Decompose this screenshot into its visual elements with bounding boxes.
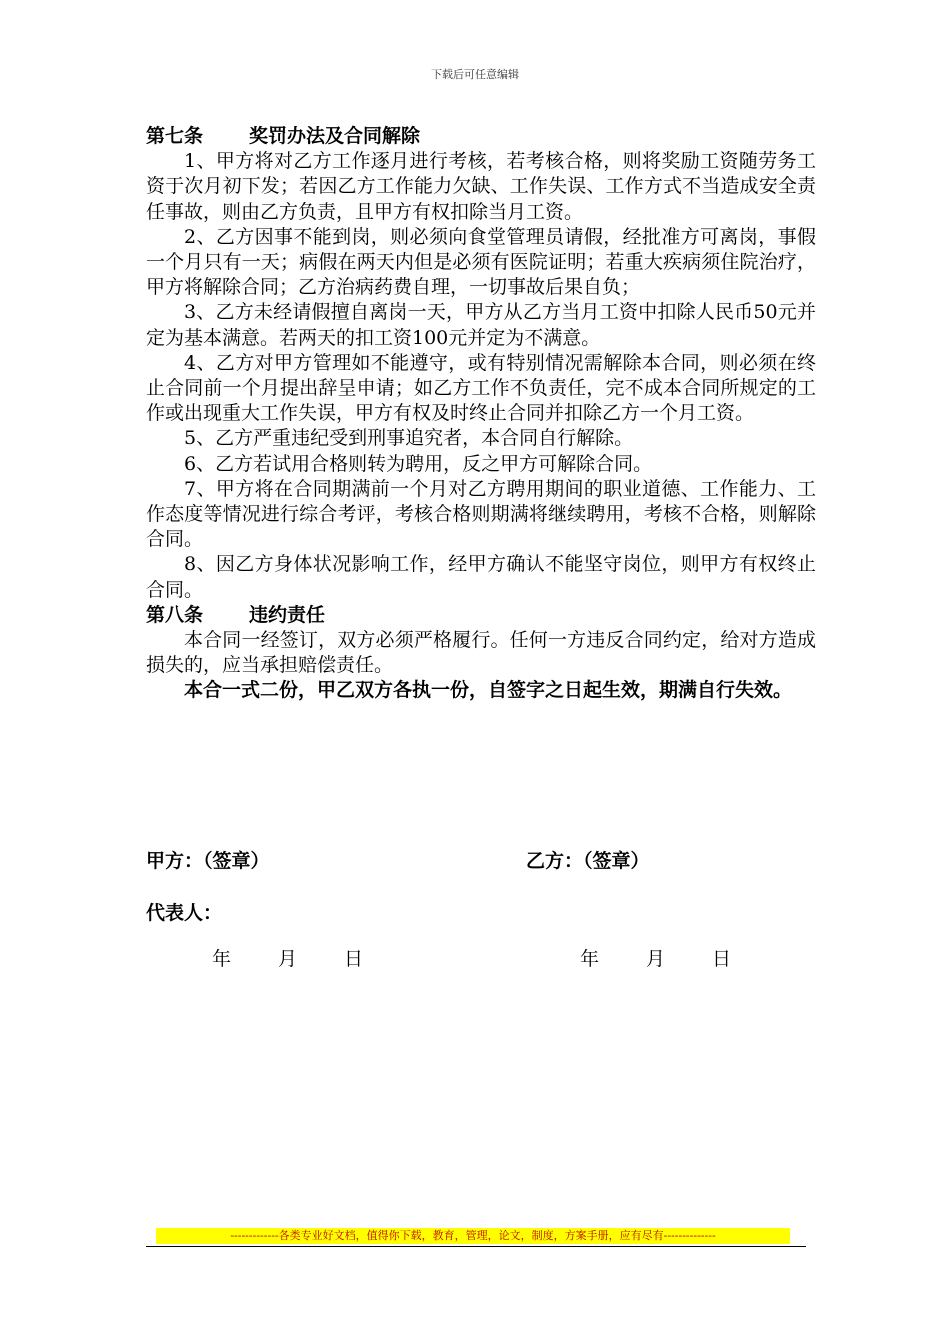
- party-b-date-month: 月: [646, 948, 666, 970]
- article7-clause-7: 7、甲方将在合同期满前一个月对乙方聘用期间的职业道德、工作能力、工作态度等情况进行综合考评，考核合格则期满将继续聘用，考核不合格，则解除合同。: [146, 477, 816, 551]
- party-a-date-day: 日: [344, 948, 364, 970]
- article7-clause-8: 8、因乙方身体状况影响工作，经甲方确认不能坚守岗位，则甲方有权终止合同。: [146, 553, 816, 601]
- article7-clause-5: 5、乙方严重违纪受到刑事追究者，本合同自行解除。: [184, 427, 634, 450]
- article7-heading: [146, 124, 816, 149]
- document-body: [146, 124, 816, 704]
- party-b-date: [580, 944, 731, 971]
- article7-clause-6: 6、乙方若试用合格则转为聘用，反之甲方可解除合同。: [184, 452, 653, 475]
- party-b-signature: 乙方：（签章）: [526, 850, 650, 872]
- party-a-date-month: 月: [278, 948, 298, 970]
- party-b-date-day: 日: [712, 948, 732, 970]
- article7-clause-3: 3、乙方未经请假擅自离岗一天，甲方从乙方当月工资中扣除人民币50元并定为基本满意。若两天的扣工资100元并定为不满意。: [146, 301, 816, 349]
- article8-body: 本合同一经签订，双方必须严格履行。任何一方违反合同约定，给对方造成损失的，应当承担赔偿责任。: [146, 629, 816, 677]
- party-b-date-year: 年: [580, 948, 600, 970]
- article8-title: 违约责任: [249, 603, 326, 626]
- article8-number: 第八条: [146, 603, 204, 626]
- party-a-date-year: 年: [212, 948, 232, 970]
- party-a-signature: 甲方：（签章）: [146, 850, 270, 872]
- article8-heading: [146, 603, 816, 628]
- footer-divider: [146, 1246, 806, 1247]
- article8-closing: 本合一式二份，甲乙双方各执一份，自签字之日起生效，期满自行失效。: [184, 679, 793, 702]
- article7-clause-2: 2、乙方因事不能到岗，则必须向食堂管理员请假，经批准方可离岗，事假一个月只有一天；病假在两天内但是必须有医院证明；若重大疾病须住院治疗，甲方将解除合同；乙方治病药费自理，一切事故后果自负；: [146, 225, 816, 299]
- article7-number: 第七条: [146, 125, 204, 147]
- footer-banner: -------------各类专业好文档，值得你下载，教育，管理，论文，制度，方案手册，应有尽有--------------: [156, 1228, 790, 1244]
- article7-clause-1: 1、甲方将对乙方工作逐月进行考核，若考核合格，则将奖励工资随劳务工资于次月初下发；若因乙方工作能力欠缺、工作失误、工作方式不当造成安全责任事故，则由乙方负责，且甲方有权扣除当月工资。: [146, 150, 816, 223]
- header-note: 下载后可任意编辑: [431, 68, 519, 81]
- representative-label: 代表人：: [146, 902, 223, 924]
- article7-title: 奖罚办法及合同解除: [249, 125, 421, 147]
- article7-clause-4: 4、乙方对甲方管理如不能遵守，或有特别情况需解除本合同，则必须在终止合同前一个月提出辞呈申请；如乙方工作不负责任，完不成本合同所规定的工作或出现重大工作失误，甲方有权及时终止合同并扣除乙方一个月工资。: [146, 351, 816, 425]
- party-a-date: [212, 944, 363, 971]
